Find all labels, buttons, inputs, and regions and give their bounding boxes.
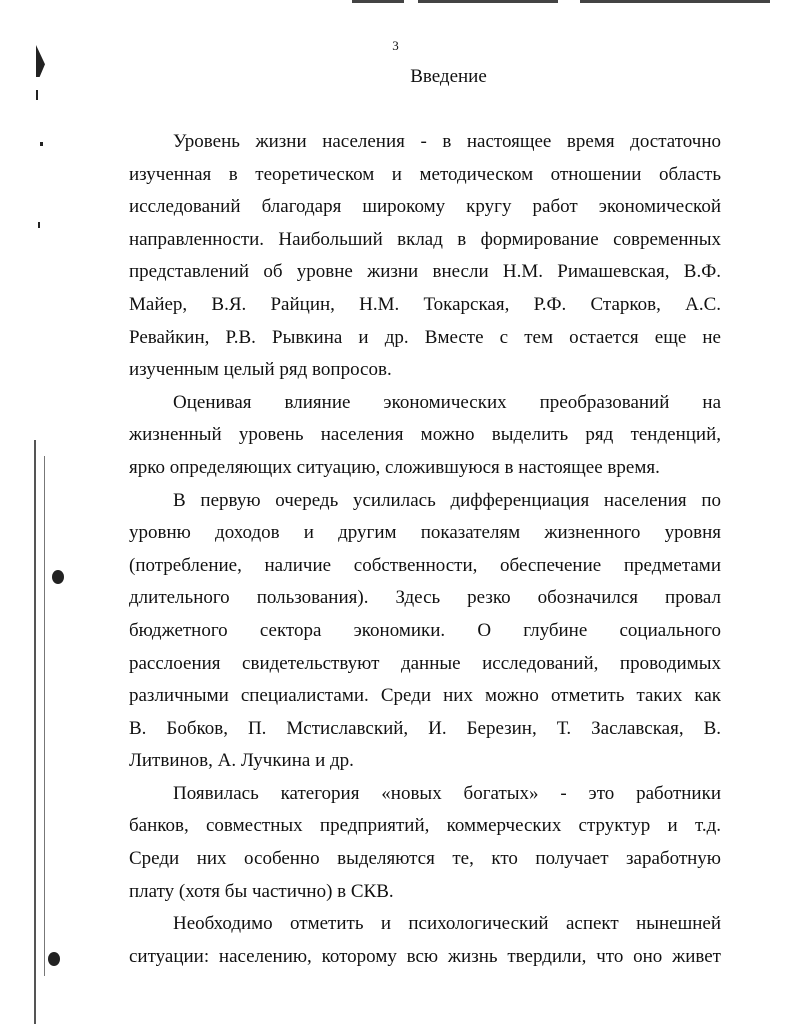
scan-mark [580,0,770,3]
text-line: ситуации: населению, которому всю жизнь твердили, что оно живет [129,945,721,967]
scan-mark [48,952,60,966]
paragraph [129,485,721,778]
text-line: (потребление, наличие собственности, обеспечение предметами [129,554,721,576]
text-line: Литвинов, А. Лучкина и др. [129,750,354,772]
paragraph [129,126,721,387]
text-line: уровню доходов и другим показателям жизненного уровня [129,522,721,544]
paragraph [129,908,721,973]
text-line: Появилась категория «новых богатых» - это работники [173,782,721,804]
text-line: Уровень жизни населения - в настоящее время достаточно [173,131,721,152]
text-line: плату (хотя бы частично) в СКВ. [129,880,394,902]
page-title: Введение [410,66,487,87]
text-line: банков, совместных предприятий, коммерческих структур и т.д. [129,815,721,837]
text-line: различными специалистами. Среди них можно отметить таких как [129,685,721,707]
text-line: изученная в теоретическом и методическом отношении область [129,163,721,185]
text-line: В. Бобков, П. Мстиславский, И. Березин, Т. Заславская, В. [129,717,721,739]
text-line: Майер, В.Я. Райцин, Н.М. Токарская, Р.Ф. Старков, А.С. [129,293,721,315]
text-line: Оценивая влияние экономических преобразований на [173,391,721,413]
text-line: направленности. Наибольший вклад в формирование современных [129,228,721,250]
scan-mark [44,456,45,976]
text-line: изученным целый ряд вопросов. [129,359,392,381]
scan-mark [36,90,38,100]
document-body [129,126,721,973]
paragraph [129,778,721,908]
scan-mark [418,0,558,3]
text-line: бюджетного сектора экономики. О глубине социального [129,619,721,641]
scan-mark [34,440,36,1024]
text-line: представлений об уровне жизни внесли Н.М. Римашевская, В.Ф. [129,261,721,283]
scan-mark [40,142,43,146]
text-line: Ревайкин, Р.В. Рывкина и др. Вместе с тем остается еще не [129,326,721,348]
text-line: жизненный уровень населения можно выделить ряд тенденций, [129,424,721,446]
text-line: ярко определяющих ситуацию, сложившуюся в настоящее время. [129,456,660,478]
text-line: В первую очередь усилилась дифференциация населения по [173,489,721,511]
text-line: исследований благодаря широкому кругу работ экономической [129,196,721,218]
text-line: длительного пользования). Здесь резко обозначился провал [129,587,721,609]
scan-mark [38,222,40,228]
paragraph [129,387,721,485]
text-line: Среди них особенно выделяются те, кто получает заработную [129,848,721,870]
text-line: расслоения свидетельствуют данные исследований, проводимых [129,652,721,674]
scan-mark [52,570,64,584]
scan-mark [352,0,404,3]
text-line: Необходимо отметить и психологический аспект нынешней [173,913,721,935]
page-number: 3 [392,38,399,53]
